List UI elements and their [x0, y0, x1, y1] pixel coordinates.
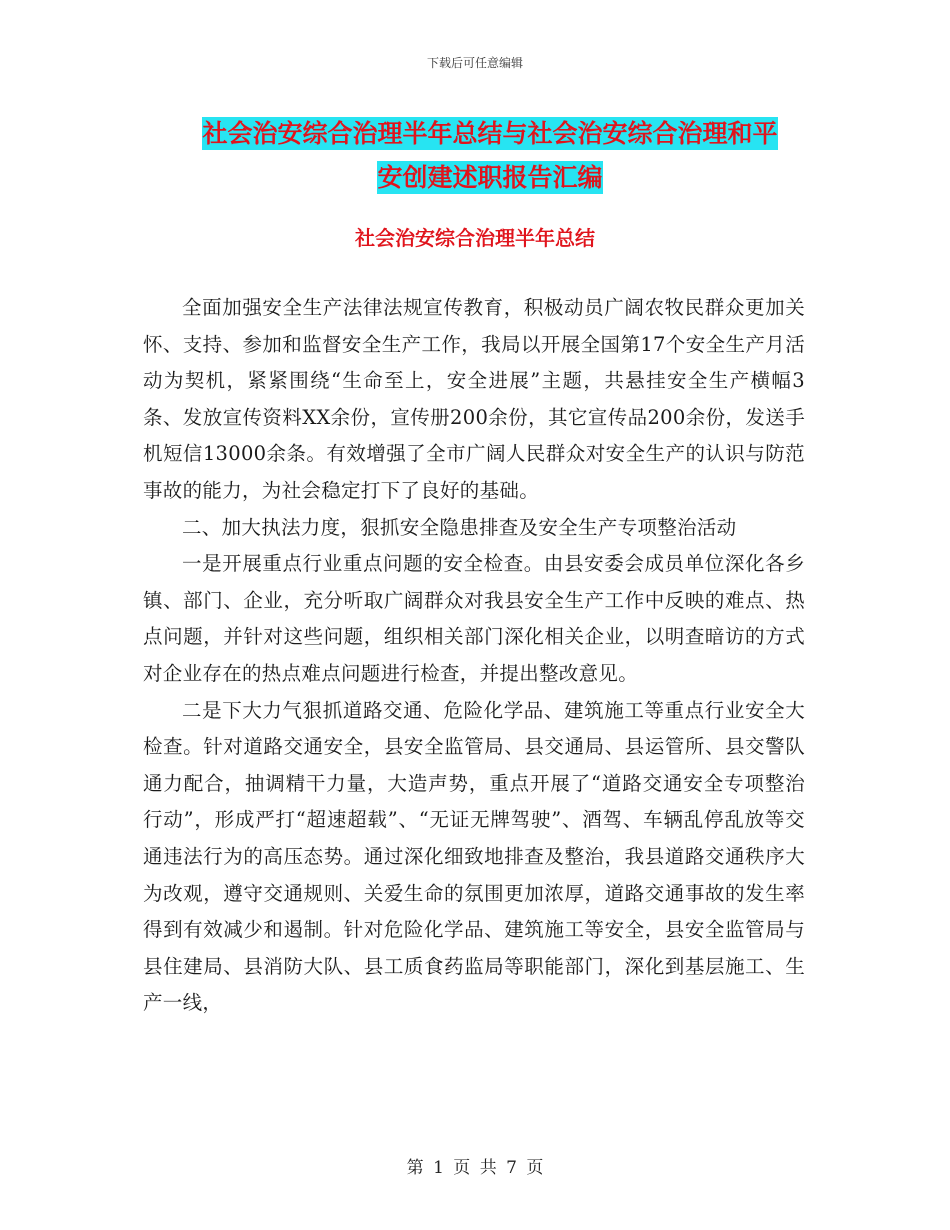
- page-indicator: 第 1 页 共 7 页: [406, 1158, 544, 1178]
- paragraph: 二是下大力气狠抓道路交通、危险化学品、建筑施工等重点行业安全大检查。针对道路交通安全，县安全监管局、县交通局、县运管所、县交警队通力配合，抽调精干力量，大造声势，重点开展了“道路交通安全专项整治行动”，形成严打“超速超载”、“无证无牌驾驶”、酒驾、车辆乱停乱放等交通违法行为的高压态势。通过深化细致地排查及整治，我县道路交通秩序大为改观，遵守交通规则、关爱生命的氛围更加浓厚，道路交通事故的发生率得到有效减少和遏制。针对危险化学品、建筑施工等安全，县安全监管局与县住建局、县消防大队、县工质食药监局等职能部门，深化到基层施工、生产一线，: [143, 698, 805, 1015]
- paragraph: 二、加大执法力度，狠抓安全隐患排查及安全生产专项整治活动: [182, 515, 737, 539]
- document-body: [143, 290, 805, 1022]
- download-note: 下载后可任意编辑: [426, 56, 523, 70]
- paragraph: 全面加强安全生产法律法规宣传教育，积极动员广阔农牧民群众更加关怀、支持、参加和监督安全生产工作，我局以开展全国第17个安全生产月活动为契机，紧紧围绕“生命至上，安全进展”主题，共悬挂安全生产横幅3条、发放宣传资料XX余份，宣传册200余份，其它宣传品200余份，发送手机短信13000余条。有效增强了全市广阔人民群众对安全生产的认识与防范事故的能力，为社会稳定打下了良好的基础。: [143, 296, 805, 502]
- section-title: 社会治安综合治理半年总结: [355, 226, 595, 250]
- title-line-1: 社会治安综合治理半年总结与社会治安综合治理和平: [202, 119, 778, 148]
- paragraph: 一是开展重点行业重点问题的安全检查。由县安委会成员单位深化各乡镇、部门、企业，充分听取广阔群众对我县安全生产工作中反映的难点、热点问题，并针对这些问题，组织相关部门深化相关企业，以明查暗访的方式对企业存在的热点难点问题进行检查，并提出整改意见。: [143, 552, 805, 685]
- title-line-2: 安创建述职报告汇编: [377, 163, 603, 192]
- document-title: [140, 112, 840, 200]
